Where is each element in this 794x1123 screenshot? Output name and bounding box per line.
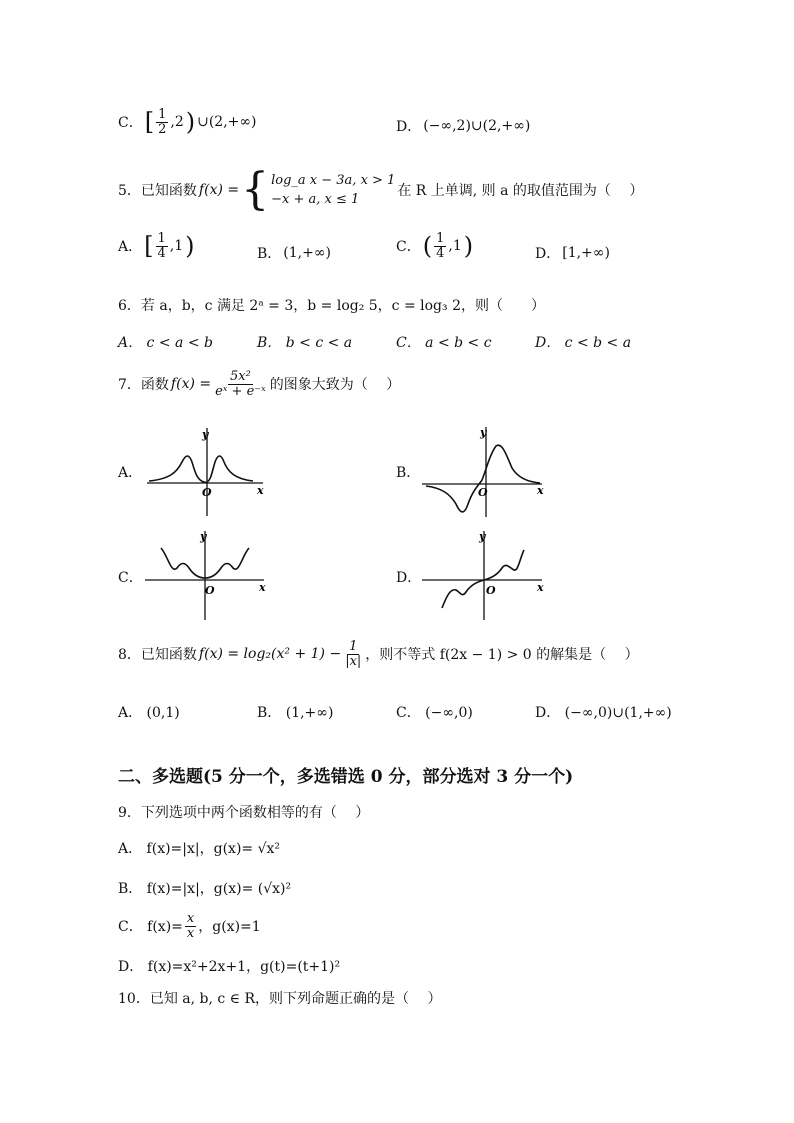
q5-option-c: C． ( $\frac{1}{4}$ ,1 ): [396, 231, 474, 261]
q5-b-label: B．: [257, 246, 282, 262]
q5-d-label: D．: [535, 246, 561, 262]
q7-stem-pre: 7．函数: [118, 377, 169, 394]
q9-c-num: x: [186, 911, 195, 926]
q4-c-union: ∪(2,+∞): [197, 114, 257, 131]
q4-d-label: D．: [396, 119, 422, 135]
q4-c-num: 1: [158, 107, 167, 122]
q7-fraction: [213, 370, 268, 398]
q9-c-post: ，g(x)=1: [198, 919, 261, 936]
q4-d-text: (−∞,2)∪(2,+∞): [423, 118, 531, 134]
q5-c-den: 4: [436, 245, 445, 261]
q6-option-a: A． c < a < b: [118, 335, 213, 351]
q7-graph-a: [145, 424, 265, 519]
q5-option-d: [535, 243, 610, 263]
q5-pieces: [271, 171, 395, 210]
q5-b-text: (1,+∞): [283, 245, 331, 261]
q7-num: 5x²: [230, 369, 251, 384]
q8-option-a: A． (0,1): [118, 705, 180, 721]
q9-option-a: A． f(x)=|x|，g(x)= √x²: [118, 841, 281, 857]
q8-fx: f(x) = log₂(x² + 1) −: [198, 646, 342, 663]
q5-a-num: 1: [157, 231, 166, 246]
q5-a-label: A．: [118, 239, 143, 256]
q7-d-curve: [442, 550, 524, 608]
q5-c-tail: ,1: [448, 238, 462, 255]
q7-b-curve: [426, 445, 540, 512]
q9-c-den: x: [186, 925, 195, 941]
q8-stem: [118, 640, 639, 668]
q9-option-d: D． f(x)=x²+2x+1，g(t)=(t+1)²: [118, 959, 341, 975]
q4-c-fraction: [156, 108, 168, 136]
q6-option-d: D． c < b < a: [535, 335, 632, 351]
q6-option-b: B． b < c < a: [257, 335, 353, 351]
q5-d-text: [1,+∞): [562, 245, 610, 261]
q5-piece2: −x + a, x ≤ 1: [271, 192, 360, 207]
q4-c-label: C．: [118, 115, 143, 132]
q9-c-pre: C． f(x)=: [118, 919, 183, 936]
q7-stem-post: 的图象大致为（ ）: [269, 377, 401, 394]
q8-num: 1: [349, 639, 358, 654]
q7-fx: f(x) =: [170, 376, 212, 393]
q8-option-d: D． (−∞,0)∪(1,+∞): [535, 705, 672, 721]
q5-c-label: C．: [396, 239, 421, 256]
q7-den: eˣ + e⁻ˣ: [215, 383, 266, 399]
q10-stem: 10．已知 a, b, c ∈ R，则下列命题正确的是（ ）: [118, 991, 442, 1007]
q9-stem: 9．下列选项中两个函数相等的有（ ）: [118, 805, 370, 821]
q7-b-axis-y: y: [480, 426, 487, 439]
q5-a-tail: ,1: [169, 238, 184, 255]
q7-option-c-label: C．: [118, 570, 143, 586]
q9-c-fraction: [185, 912, 196, 940]
q7-d-axis-x: x: [537, 581, 544, 594]
q5-a-fraction: [156, 232, 168, 260]
q5-c-fraction: [434, 232, 446, 260]
q7-option-a-label: A．: [118, 465, 143, 481]
q7-a-origin: O: [202, 486, 212, 499]
q5-a-den: 4: [157, 245, 166, 261]
q9-option-c: [118, 912, 261, 940]
q5-stem-pre: 5．已知函数: [118, 183, 197, 199]
q8-stem-pre: 8．已知函数: [118, 647, 197, 664]
q7-c-origin: O: [205, 584, 215, 597]
q8-option-b: B． (1,+∞): [257, 705, 334, 721]
q8-stem-post: ，则不等式 f(2x − 1) > 0 的解集是（ ）: [365, 647, 639, 664]
q7-a-axis-y: y: [202, 428, 209, 441]
q5-c-num: 1: [436, 231, 445, 246]
q7-b-origin: O: [478, 486, 488, 499]
q8-fraction: [343, 640, 363, 668]
q7-d-axis-y: y: [479, 530, 486, 543]
q7-graph-d: [420, 528, 546, 623]
q5-fx: f(x) =: [198, 182, 240, 198]
q7-b-axis-x: x: [537, 484, 544, 497]
q7-stem: [118, 370, 400, 398]
q7-option-b-label: B．: [396, 465, 421, 481]
q7-graph-c: [143, 528, 268, 623]
q7-d-origin: O: [486, 584, 496, 597]
q4-option-d: [396, 116, 530, 136]
q5-option-a: A． [ $\frac{1}{4}$ ,1 ): [118, 231, 195, 261]
q4-c-tail: ,2: [170, 114, 184, 131]
q9-option-b: B． f(x)=|x|，g(x)= (√x)²: [118, 881, 292, 897]
q7-graph-b: [420, 424, 546, 519]
q7-c-axis-y: y: [200, 530, 207, 543]
q8-option-c: C． (−∞,0): [396, 705, 473, 721]
section-title: 二、多选题(5 分一个，多选错选 0 分，部分选对 3 分一个): [118, 767, 574, 787]
q4-option-c: C． [ $\frac{1}{2}$ ,2 ) ∪(2,+∞): [118, 107, 257, 137]
q6-option-c: C． a < b < c: [396, 335, 492, 351]
q4-c-den: 2: [158, 121, 167, 137]
q7-c-axis-x: x: [259, 581, 266, 594]
q5-option-b: [257, 243, 331, 263]
q5-stem: 5．已知函数 f(x) = { log_a x − 3a, x > 1 −x + a, x ≤ 1 在 R 上单调, 则 a 的取值范围为（ ）: [118, 164, 644, 215]
q5-stem-post: 在 R 上单调, 则 a 的取值范围为（ ）: [397, 183, 644, 199]
q6-stem: 6．若 a，b，c 满足 2ᵃ = 3，b = log₂ 5，c = log₃ 2，则（ ）: [118, 298, 545, 314]
q7-a-axis-x: x: [257, 484, 264, 497]
q7-option-d-label: D．: [396, 570, 422, 586]
q7-a-curve: [149, 456, 253, 483]
q8-den: |x|: [345, 653, 362, 669]
q5-piece1: log_a x − 3a, x > 1: [271, 172, 396, 188]
